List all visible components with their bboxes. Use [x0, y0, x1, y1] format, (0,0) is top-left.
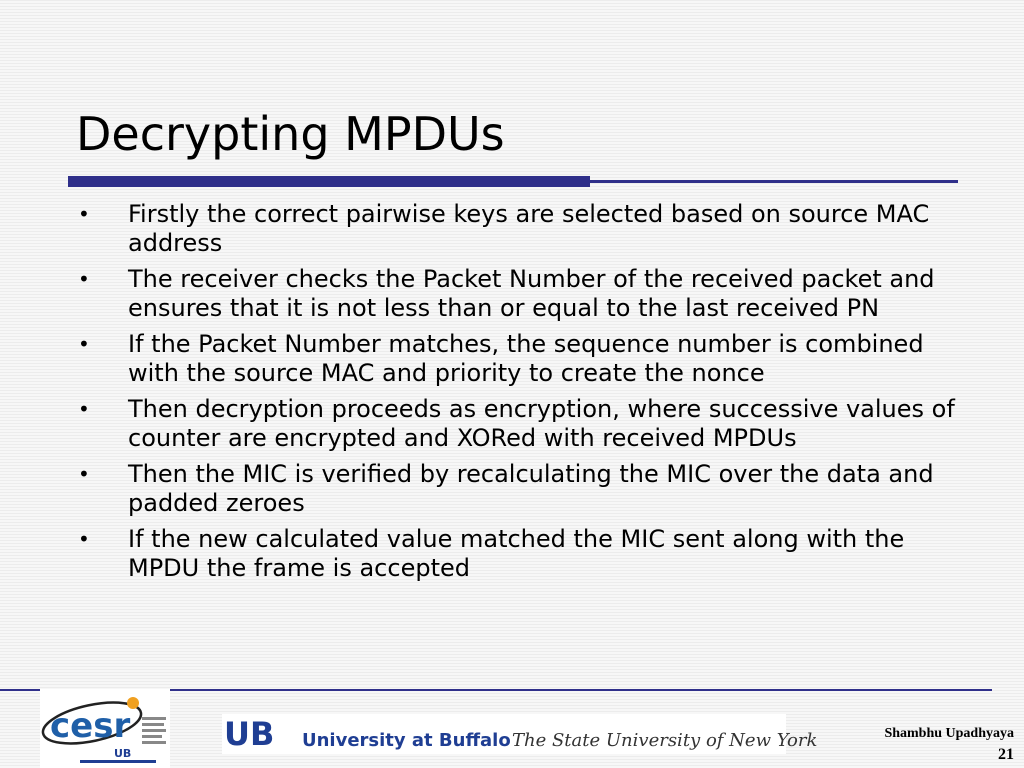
- title-underline-thick: [68, 176, 590, 187]
- bullet-marker: •: [78, 397, 90, 421]
- bullet-item: [78, 200, 968, 258]
- ub-logo: [222, 714, 818, 754]
- bullet-item: [78, 395, 968, 453]
- bullet-text: If the Packet Number matches, the sequence number is combined with the source MAC and priority to create the nonce: [128, 330, 924, 387]
- bullet-list: [78, 200, 968, 590]
- bullet-item: [78, 460, 968, 518]
- bullet-text: The receiver checks the Packet Number of the received packet and ensures that it is not less than or equal to the last received PN: [128, 265, 935, 322]
- bullet-text: Then the MIC is verified by recalculating the MIC over the data and padded zeroes: [128, 460, 934, 517]
- title-underline-thin: [590, 180, 958, 183]
- bullet-item: [78, 265, 968, 323]
- svg-text:University at Buffalo: University at Buffalo: [302, 730, 511, 751]
- bullet-item: [78, 525, 968, 583]
- bullet-text: Firstly the correct pairwise keys are selected based on source MAC address: [128, 200, 930, 257]
- author-name: Shambhu Upadhyaya: [884, 726, 1014, 741]
- bullet-marker: •: [78, 202, 90, 226]
- bullet-marker: •: [78, 527, 90, 551]
- svg-text:The State University of New Yo: The State University of New York: [512, 730, 818, 751]
- bullet-marker: •: [78, 462, 90, 486]
- slide-title: Decrypting MPDUs: [76, 107, 505, 161]
- svg-text:UB: UB: [114, 747, 132, 760]
- page-number: 21: [998, 746, 1014, 763]
- bullet-marker: •: [78, 267, 90, 291]
- bullet-marker: •: [78, 332, 90, 356]
- bullet-item: [78, 330, 968, 388]
- svg-text:UB: UB: [224, 715, 275, 753]
- bullet-text: If the new calculated value matched the MIC sent along with the MPDU the frame is accepted: [128, 525, 905, 582]
- cesr-logo: [40, 689, 170, 768]
- svg-text:cesr: cesr: [50, 706, 131, 746]
- bullet-text: Then decryption proceeds as encryption, where successive values of counter are encrypted and XORed with received MPDUs: [128, 395, 955, 452]
